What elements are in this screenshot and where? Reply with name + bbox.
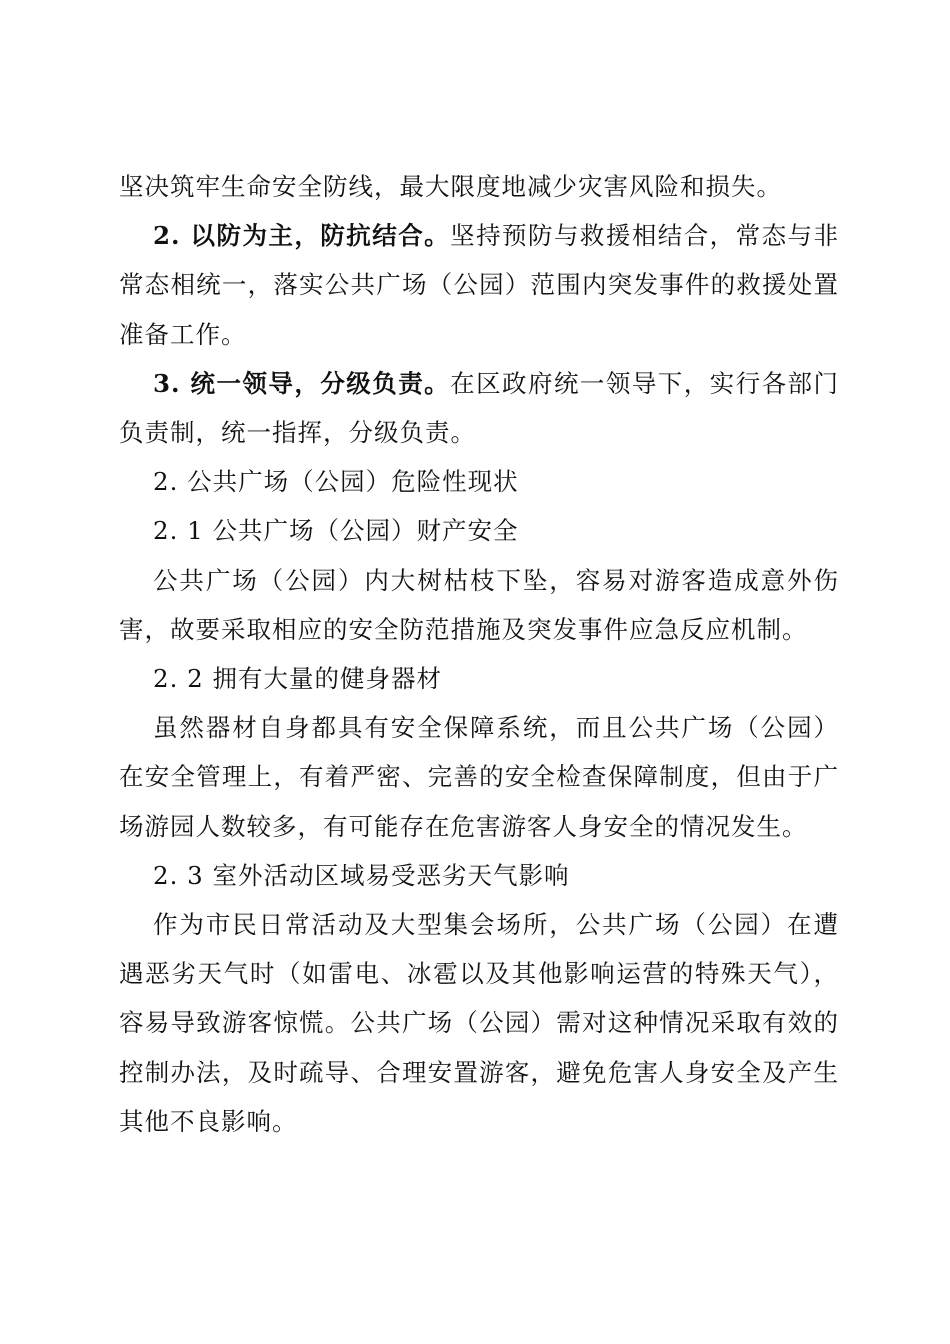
principle-3-heading: 3. 统一领导，分级负责。 [153, 368, 451, 398]
document-page [119, 162, 839, 1146]
section-2-1-body: 公共广场（公园）内大树枯枝下坠，容易对游客造成意外伤害，故要采取相应的安全防范措施及突发事件应急反应机制。 [119, 565, 839, 644]
section-2-3-body: 作为市民日常活动及大型集会场所，公共广场（公园）在遭遇恶劣天气时（如雷电、冰雹以及其他影响运营的特殊天气），容易导致游客惊慌。公共广场（公园）需对这种情况采取有效的控制办法，及时疏导、合理安置游客，避免危害人身安全及产生其他不良影响。 [119, 910, 839, 1136]
principle-2-body: 坚持预防与救援相结合，常态与非常态相统一，落实公共广场（公园）范围内突发事件的救援处置准备工作。 [119, 221, 840, 349]
section-2-2-title: 2. 2 拥有大量的健身器材 [153, 664, 443, 694]
section-2-2-body: 虽然器材自身都具有安全保障系统，而且公共广场（公园）在安全管理上，有着严密、完善的安全检查保障制度，但由于广场游园人数较多，有可能存在危害游客人身安全的情况发生。 [119, 713, 839, 841]
principle-2-paragraph [119, 211, 839, 359]
principle-2-heading: 2. 以防为主，防抗结合。 [153, 221, 451, 251]
section-2-1-title: 2. 1 公共广场（公园）财产安全 [153, 516, 519, 546]
principle-3-body: 在区政府统一领导下，实行各部门负责制，统一指挥，分级负责。 [119, 368, 840, 448]
paragraph-continuation: 坚决筑牢生命安全防线，最大限度地减少灾害风险和损失。 [119, 172, 782, 201]
principle-3-paragraph [119, 359, 839, 457]
section-2-title: 2. 公共广场（公园）危险性现状 [153, 467, 519, 497]
section-2-3-title: 2. 3 室外活动区域易受恶劣天气影响 [153, 860, 570, 890]
